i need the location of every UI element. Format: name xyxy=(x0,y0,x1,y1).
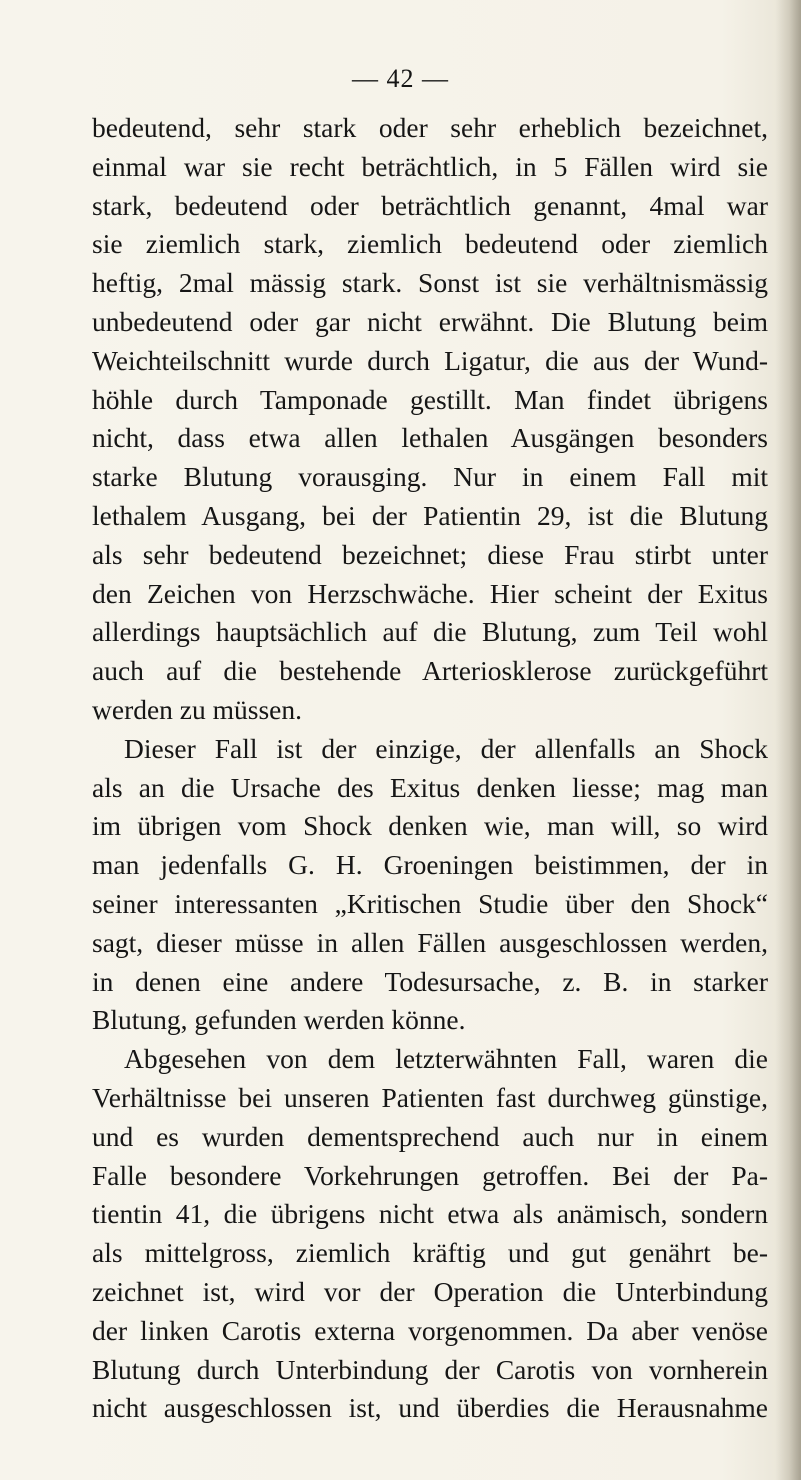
text-line: als mittelgross, ziemlich kräftig und gut genährt be- xyxy=(92,1237,768,1269)
text-line: lethalem Ausgang, bei der Patientin 29, ist die Blutung xyxy=(92,499,768,531)
body-text xyxy=(92,109,768,1428)
text-line: der linken Carotis externa vorgenommen. Da aber venöse xyxy=(92,1314,768,1346)
text-line: den Zeichen von Herzschwäche. Hier scheint der Exitus xyxy=(92,577,768,609)
text-line: sagt, dieser müsse in allen Fällen ausgeschlossen werden, xyxy=(92,926,768,958)
text-line: im übrigen vom Shock denken wie, man will, so wird xyxy=(92,810,768,842)
text-line: allerdings hauptsächlich auf die Blutung, zum Teil wohl xyxy=(92,616,768,648)
text-line: seiner interessanten „Kritischen Studie über den Shock“ xyxy=(92,887,768,919)
text-line: werden zu müssen. xyxy=(92,693,303,725)
text-line: Blutung durch Unterbindung der Carotis von vornherein xyxy=(92,1353,768,1385)
text-line: Abgesehen von dem letzterwähnten Fall, waren die xyxy=(124,1043,768,1075)
text-line: als an die Ursache des Exitus denken liesse; mag man xyxy=(92,771,768,803)
text-line: einmal war sie recht beträchtlich, in 5 Fällen wird sie xyxy=(92,150,768,182)
text-line: Verhältnisse bei unseren Patienten fast durchweg günstige, xyxy=(92,1081,768,1113)
text-line: bedeutend, sehr stark oder sehr erheblich bezeichnet, xyxy=(92,112,768,143)
text-line: Blutung, gefunden werden könne. xyxy=(92,1004,466,1036)
text-line: auch auf die bestehende Arteriosklerose zurückgeführt xyxy=(92,655,768,687)
text-line: stark, bedeutend oder beträchtlich genannt, 4mal war xyxy=(92,189,768,221)
text-line: sie ziemlich stark, ziemlich bedeutend oder ziemlich xyxy=(92,228,768,260)
text-line: als sehr bedeutend bezeichnet; diese Frau stirbt unter xyxy=(92,538,768,570)
text-line: heftig, 2mal mässig stark. Sonst ist sie verhältnismässig xyxy=(92,267,768,299)
text-line: Falle besondere Vorkehrungen getroffen. Bei der Pa- xyxy=(92,1159,768,1191)
text-line: nicht, dass etwa allen lethalen Ausgängen besonders xyxy=(92,422,768,454)
page-edge-shadow xyxy=(775,0,801,1480)
page-number: — 42 — xyxy=(352,64,449,93)
text-line: unbedeutend oder gar nicht erwähnt. Die Blutung beim xyxy=(92,305,768,337)
text-line: in denen eine andere Todesursache, z. B. in starker xyxy=(92,965,768,997)
text-line: zeichnet ist, wird vor der Operation die Unterbindung xyxy=(92,1275,768,1307)
text-line: und es wurden dementsprechend auch nur in einem xyxy=(92,1120,768,1152)
text-line: nicht ausgeschlossen ist, und überdies die Herausnahme xyxy=(92,1392,768,1424)
text-line: man jedenfalls G. H. Groeningen beistimmen, der in xyxy=(92,849,768,881)
text-line: höhle durch Tamponade gestillt. Man findet übrigens xyxy=(92,383,768,415)
text-line: Dieser Fall ist der einzige, der allenfalls an Shock xyxy=(124,732,768,764)
text-line: starke Blutung vorausging. Nur in einem Fall mit xyxy=(92,461,768,493)
text-line: Weichteilschnitt wurde durch Ligatur, die aus der Wund- xyxy=(92,344,768,376)
text-line: tientin 41, die übrigens nicht etwa als anämisch, sondern xyxy=(92,1198,768,1230)
